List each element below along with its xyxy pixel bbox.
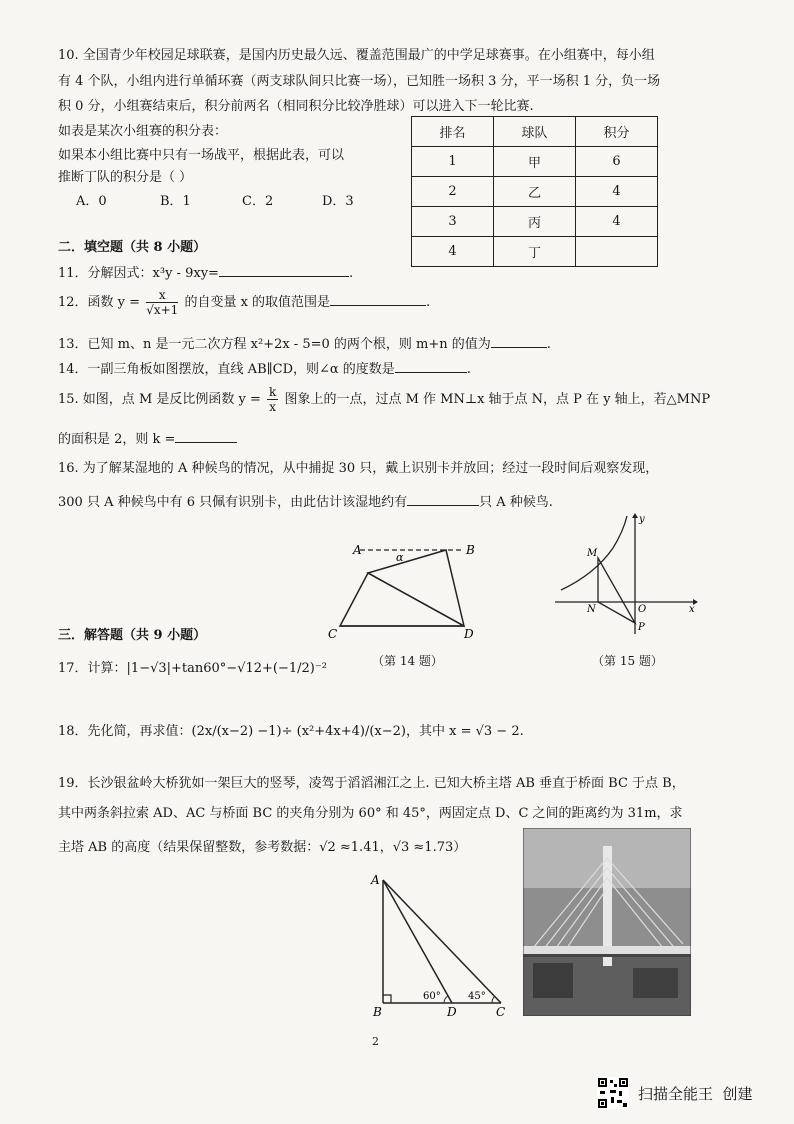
header-points: 积分 <box>576 117 658 147</box>
label-c: C <box>496 1005 506 1019</box>
bridge-photo <box>523 828 691 1016</box>
label-c: C <box>328 627 338 641</box>
points-cell: 6 <box>576 147 658 177</box>
q10-option-d: D．3 <box>322 194 354 209</box>
answer-blank <box>407 493 479 506</box>
figure-15 <box>553 512 699 636</box>
q19-line2: 其中两条斜拉索 AD、AC 与桥面 BC 的夹角分别为 60° 和 45°，两固定点 D、C 之间的距离约为 31m，求 <box>58 806 683 821</box>
rank-cell: 3 <box>412 207 494 237</box>
rank-cell: 4 <box>412 237 494 267</box>
q16-line2b: 只 A 种候鸟. <box>479 495 553 510</box>
q13-end: . <box>546 337 551 352</box>
header-team: 球队 <box>494 117 576 147</box>
angle-arc-c <box>492 996 495 1003</box>
score-table <box>411 116 658 267</box>
q10-line3: 积 0 分，小组赛结束后，积分前两名（相同积分比较净胜球）可以进入下一轮比赛. <box>58 99 534 114</box>
figure-19 <box>365 868 515 1020</box>
answer-blank <box>491 335 547 348</box>
q10-line1: 10. 全国青少年校园足球联赛，是国内历史最久远、覆盖范围最广的中学足球赛事。在小组赛中，每小组 <box>58 48 655 63</box>
q10-line5: 如果本小组比赛中只有一场战平，根据此表，可以 <box>58 148 345 163</box>
table-row <box>412 177 658 207</box>
q10-option-c: C．2 <box>242 194 274 209</box>
q15-pre: 15. 如图，点 M 是反比例函数 y = <box>58 392 261 407</box>
y-axis-arrow <box>632 513 638 518</box>
q15-line2 <box>58 428 237 447</box>
answer-blank <box>395 360 467 373</box>
q12-numerator: x <box>146 288 178 303</box>
q15-post: 图象上的一点，过点 M 作 MN⊥x 轴于点 N，点 P 在 y 轴上，若△MNP <box>284 392 711 407</box>
table-row <box>412 207 658 237</box>
q11 <box>58 262 353 281</box>
qr-code-icon <box>597 1077 629 1109</box>
rank-cell: 2 <box>412 177 494 207</box>
label-b: B <box>466 543 475 557</box>
label-m: M <box>587 548 598 559</box>
label-b: B <box>373 1005 382 1019</box>
q14-text: 14．一副三角板如图摆放，直线 AB∥CD，则∠α 的度数是 <box>58 362 395 377</box>
q10-option-a: A．0 <box>76 194 107 209</box>
angle-arc-d <box>444 996 448 1003</box>
answer-blank <box>330 293 426 306</box>
figure-15-caption: （第 15 题） <box>592 654 663 668</box>
q11-end: . <box>348 266 354 281</box>
points-cell: 4 <box>576 207 658 237</box>
team-cell: 乙 <box>494 177 576 207</box>
points-cell <box>576 237 658 267</box>
rank-cell: 1 <box>412 147 494 177</box>
answer-blank <box>175 430 237 443</box>
figure-14 <box>320 538 490 644</box>
label-p: P <box>638 622 645 633</box>
score-table-header <box>412 117 658 147</box>
q14-end: . <box>466 362 471 377</box>
table-row <box>412 147 658 177</box>
answer-blank <box>219 264 349 277</box>
team-cell: 丁 <box>494 237 576 267</box>
q12-end: . <box>426 295 431 310</box>
q17: 17．计算：|1−√3|+tan60°−√12+(−1/2)⁻² <box>58 661 327 676</box>
team-cell: 甲 <box>494 147 576 177</box>
q14 <box>58 358 471 377</box>
label-o: O <box>638 604 647 615</box>
q10-line2: 有 4 个队，小组内进行单循环赛（两支球队间只比赛一场），已知胜一场积 3 分，平一场积 1 分，负一场 <box>58 74 661 89</box>
label-n: N <box>587 604 596 615</box>
q19-line3: 主塔 AB 的高度（结果保留整数，参考数据：√2 ≈1.41，√3 ≈1.73） <box>58 840 467 855</box>
label-a: A <box>371 873 380 887</box>
q16-line2a: 300 只 A 种候鸟中有 6 只佩有识别卡，由此估计该湿地约有 <box>58 495 408 510</box>
page-number: 2 <box>372 1035 379 1048</box>
q12-pre: 12．函数 y = <box>58 295 141 310</box>
figure-14-caption: （第 14 题） <box>372 654 443 668</box>
points-cell: 4 <box>576 177 658 207</box>
label-a: A <box>353 543 362 557</box>
q19-line1: 19．长沙银盆岭大桥犹如一架巨大的竖琴，凌驾于滔滔湘江之上. 已知大桥主塔 AB 垂直于桥面 BC 于点 B， <box>58 776 685 791</box>
label-y: y <box>639 514 645 525</box>
header-rank: 排名 <box>412 117 494 147</box>
section3-heading: 三．解答题（共 9 小题） <box>58 628 207 643</box>
q15-denominator: x <box>269 400 277 414</box>
q15-line2-text: 的面积是 2，则 k = <box>58 432 176 447</box>
q16-line1: 16. 为了解某湿地的 A 种候鸟的情况，从中捕捉 30 只，戴上识别卡并放回；经过一段时间后观察发现， <box>58 461 659 476</box>
q12 <box>58 288 430 317</box>
q18: 18．先化简，再求值：(2x/(x−2) −1)÷ (x²+4x+4)/(x−2)，其中 x = √3 − 2. <box>58 724 524 739</box>
triangle-right <box>368 550 464 626</box>
q10-line6: 推断丁队的积分是（ ） <box>58 170 193 185</box>
q10-option-b: B．1 <box>160 194 191 209</box>
q13-text: 13．已知 m、n 是一元二次方程 x²+2x - 5=0 的两个根，则 m+n 的值为 <box>58 337 491 352</box>
label-d: D <box>447 1005 457 1019</box>
q12-denominator: √x+1 <box>146 303 179 317</box>
table-row <box>412 237 658 267</box>
q12-post: 的自变量 x 的取值范围是 <box>184 295 331 310</box>
label-alpha: α <box>396 551 404 564</box>
label-60: 60° <box>423 991 441 1002</box>
q12-fraction <box>146 288 178 317</box>
q15 <box>58 385 710 414</box>
watermark-text: 扫描全能王 创建 <box>638 1085 753 1103</box>
q15-fraction <box>267 385 278 414</box>
label-45: 45° <box>468 991 486 1002</box>
q11-text: 11．分解因式：x³y - 9xy= <box>58 266 219 281</box>
right-angle-mark <box>383 995 391 1003</box>
label-x: x <box>689 604 695 615</box>
label-d: D <box>464 627 474 641</box>
triangle-mnp <box>598 558 635 623</box>
q10-line4: 如表是某次小组赛的积分表： <box>58 124 228 139</box>
team-cell: 丙 <box>494 207 576 237</box>
q13 <box>58 333 551 352</box>
q15-numerator: k <box>269 385 277 399</box>
q16-line2 <box>58 491 553 510</box>
section2-heading: 二．填空题（共 8 小题） <box>58 240 207 255</box>
triangle-left <box>340 573 464 626</box>
